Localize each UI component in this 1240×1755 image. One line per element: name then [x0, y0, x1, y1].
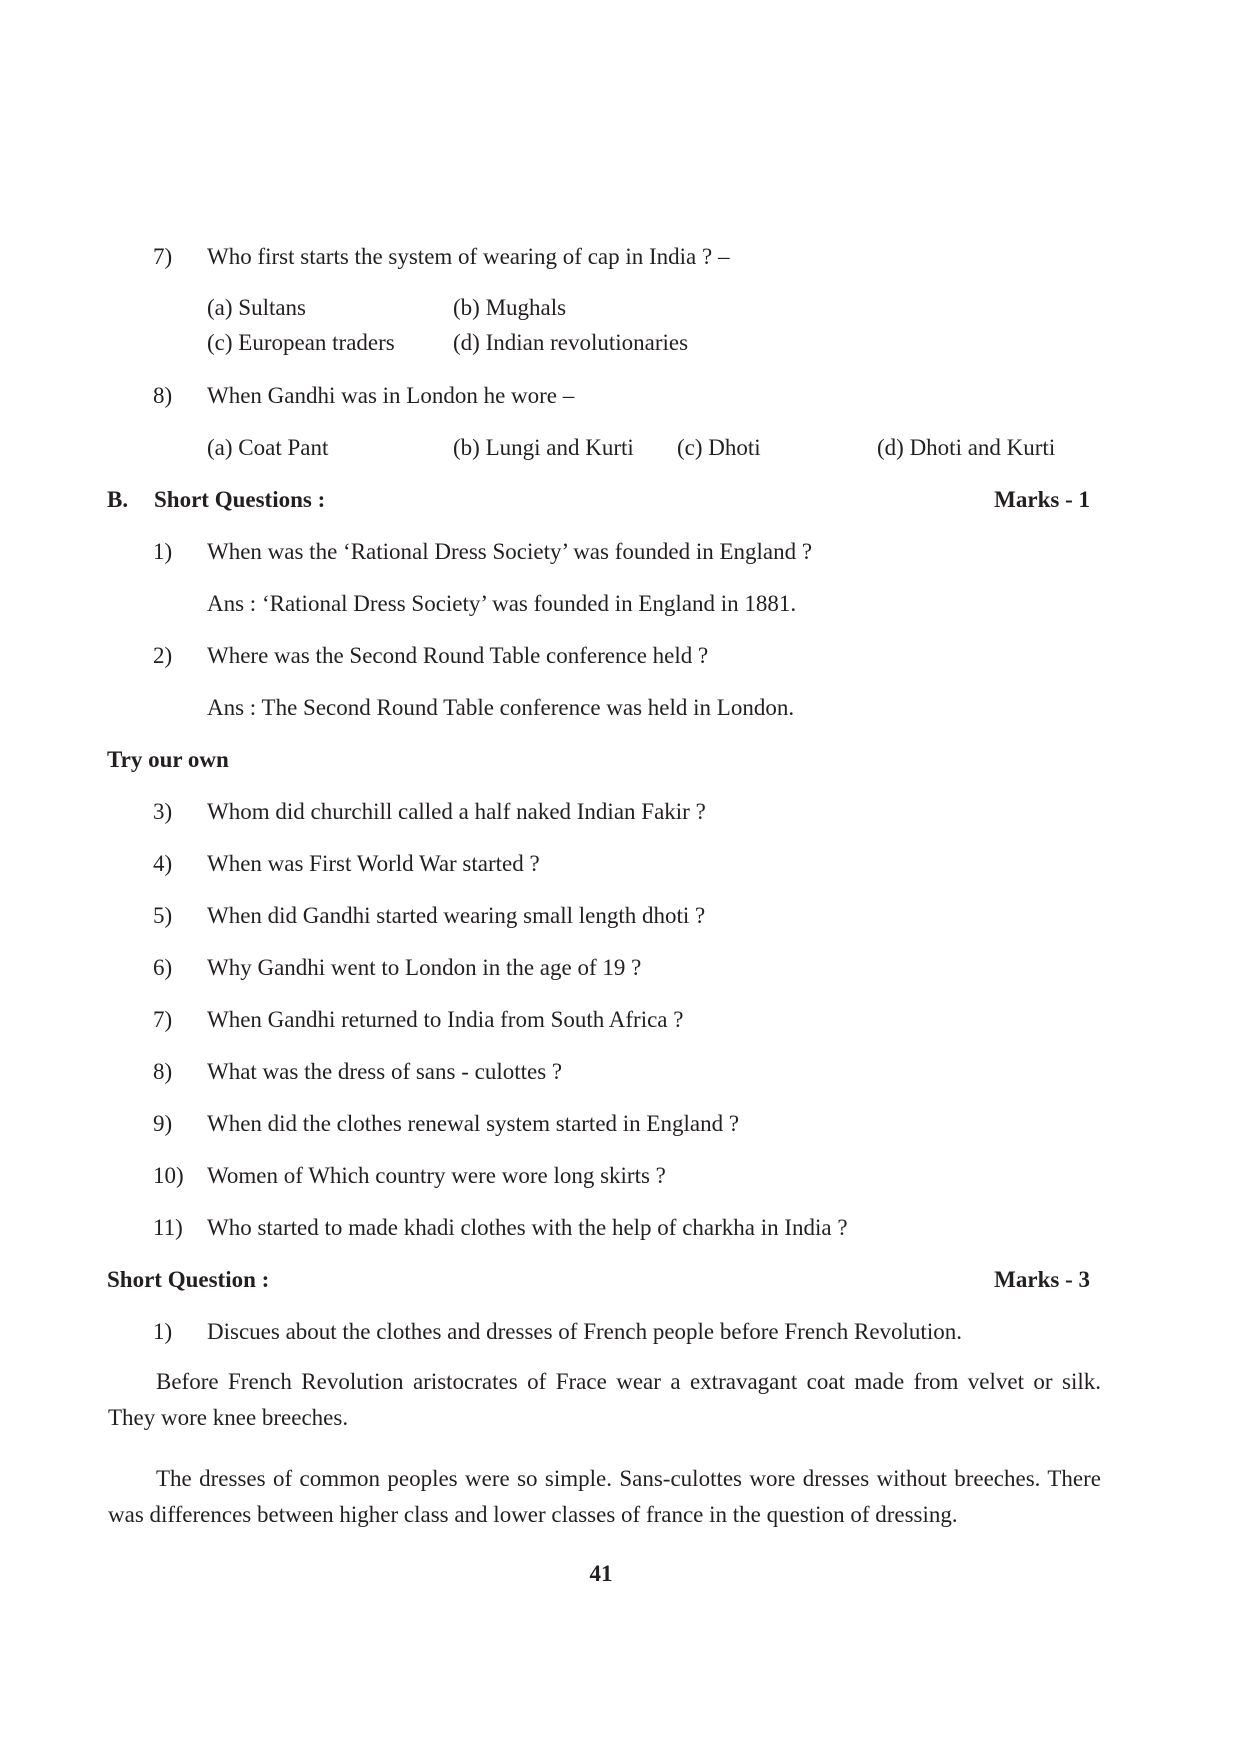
- mcq-option: (b) Lungi and Kurti: [453, 435, 634, 460]
- mcq-option: (d) Dhoti and Kurti: [877, 435, 1056, 460]
- short-question: Discues about the clothes and dresses of French people before French Revolution.: [207, 1319, 962, 1344]
- practice-question: What was the dress of sans - culottes ?: [207, 1059, 563, 1084]
- mcq-option: (b) Mughals: [453, 295, 567, 320]
- mcq-option: (c) European traders: [207, 330, 395, 355]
- question-number: 3): [153, 799, 173, 824]
- section-heading: Try our own: [107, 747, 229, 772]
- short-question: Where was the Second Round Table conference held ?: [207, 643, 709, 668]
- practice-question: Who started to made khadi clothes with the help of charkha in India ?: [207, 1215, 848, 1240]
- practice-question: When Gandhi returned to India from South Africa ?: [207, 1007, 684, 1032]
- section-letter: B.: [107, 487, 129, 512]
- question-number: 8): [153, 1059, 173, 1084]
- practice-question: When did the clothes renewal system started in England ?: [207, 1111, 740, 1136]
- section-heading: Short Question :: [107, 1267, 270, 1292]
- question-number: 7): [153, 1007, 173, 1032]
- mcq-option: (d) Indian revolutionaries: [453, 330, 689, 355]
- question-number: 7): [153, 244, 173, 269]
- answer-text: Ans : ‘Rational Dress Society’ was founded in England in 1881.: [207, 591, 797, 616]
- question-number: 2): [153, 643, 173, 668]
- answer-paragraph: [108, 1364, 1101, 1436]
- practice-question: Women of Which country were wore long skirts ?: [207, 1163, 666, 1188]
- practice-question: When did Gandhi started wearing small length dhoti ?: [207, 903, 706, 928]
- section-marks: Marks - 3: [994, 1267, 1090, 1292]
- mcq-option: (a) Coat Pant: [207, 435, 329, 460]
- section-marks: Marks - 1: [994, 487, 1090, 512]
- answer-paragraph-text: Before French Revolution aristocrates of Frace wear a extravagant coat made from velvet or silk. They wore knee breeches.: [108, 1369, 1101, 1430]
- practice-question: Why Gandhi went to London in the age of 19 ?: [207, 955, 642, 980]
- question-number: 6): [153, 955, 173, 980]
- answer-text: Ans : The Second Round Table conference was held in London.: [207, 695, 795, 720]
- question-number: 10): [153, 1163, 184, 1188]
- mcq-option: (c) Dhoti: [677, 435, 761, 460]
- practice-question: Whom did churchill called a half naked Indian Fakir ?: [207, 799, 706, 824]
- mcq-option: (a) Sultans: [207, 295, 307, 320]
- question-number: 11): [153, 1215, 183, 1240]
- mcq-question: When Gandhi was in London he wore –: [207, 383, 575, 408]
- question-number: 5): [153, 903, 173, 928]
- question-number: 1): [153, 1319, 173, 1344]
- section-heading: Short Questions :: [154, 487, 326, 512]
- practice-question: When was First World War started ?: [207, 851, 540, 876]
- answer-paragraph-text: The dresses of common peoples were so simple. Sans-culottes wore dresses without breeches. There was differences between higher class and lower classes of france in the question of dressing.: [108, 1466, 1101, 1527]
- question-number: 8): [153, 383, 173, 408]
- question-number: 4): [153, 851, 173, 876]
- answer-paragraph: [108, 1461, 1101, 1533]
- page-number: 41: [589, 1561, 613, 1586]
- question-number: 9): [153, 1111, 173, 1136]
- mcq-question: Who first starts the system of wearing of cap in India ? –: [207, 244, 730, 269]
- question-number: 1): [153, 539, 173, 564]
- short-question: When was the ‘Rational Dress Society’ was founded in England ?: [207, 539, 813, 564]
